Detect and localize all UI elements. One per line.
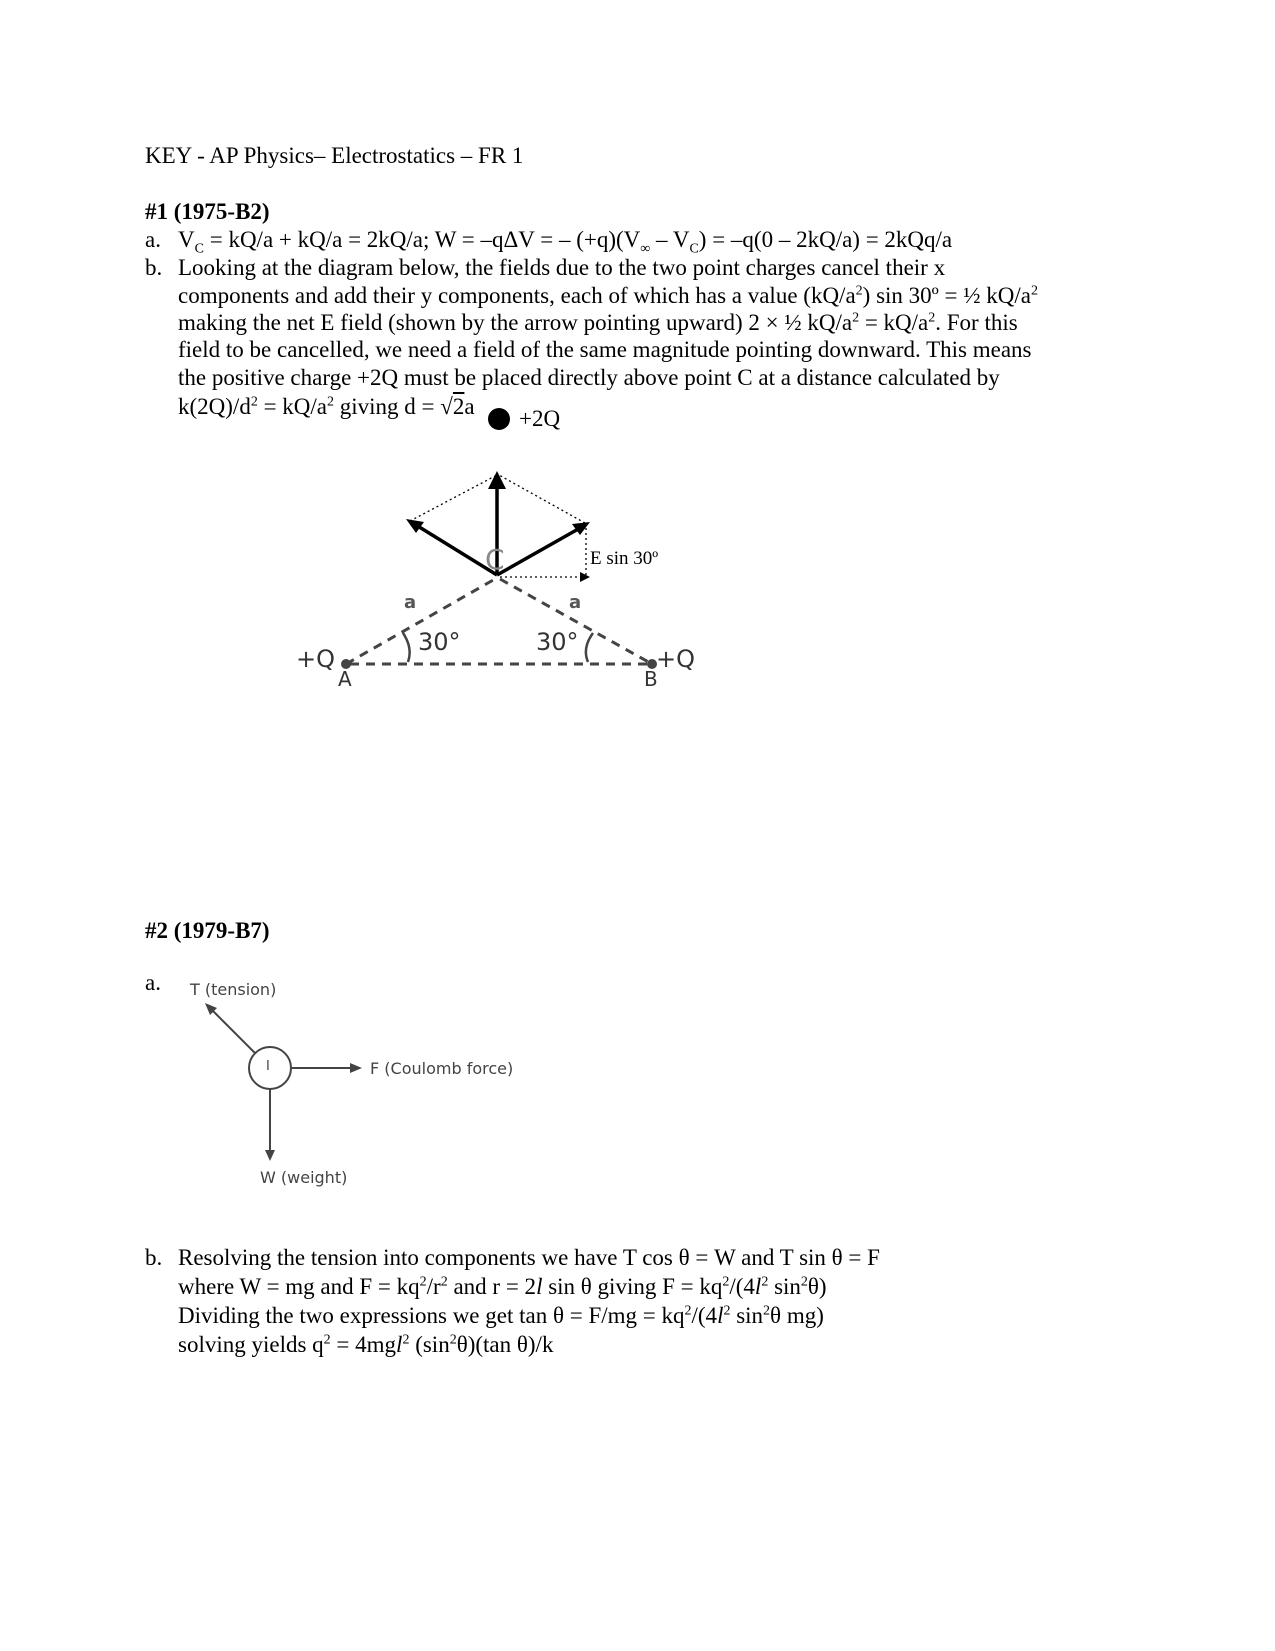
- sphere-label: I: [266, 1059, 270, 1074]
- sqrt-symbol: √: [440, 394, 453, 419]
- q2-part-b-line-3: Dividing the two expressions we get $\tan \theta = F/mg = kq^2/(4l^2$ $\sin^2\theta$ mg): [178, 1303, 824, 1328]
- angle-left-label: 30°: [418, 628, 461, 656]
- point-b-label: B: [644, 667, 658, 691]
- q1-part-a-marker: a.: [145, 227, 161, 252]
- document-title: KEY - AP Physics– Electrostatics – FR 1: [145, 143, 524, 168]
- point-c-label: C: [485, 543, 505, 576]
- charge-plus-2q-label: +2Q: [519, 406, 561, 431]
- question-2-heading: #2 (1979-B7): [145, 918, 270, 943]
- sqrt-argument: 2: [452, 394, 465, 419]
- tension-label: T (tension): [190, 980, 277, 999]
- coulomb-force-label: F (Coulomb force): [370, 1059, 514, 1078]
- force-lines: [210, 1008, 352, 1152]
- q2-part-b-line-1: Resolving the tension into components we have T cos θ = W and T sin θ = F: [178, 1245, 880, 1270]
- point-a-label: A: [338, 667, 352, 691]
- tension-line: [210, 1008, 255, 1053]
- charge-right-label: +Q: [656, 645, 695, 673]
- q1-part-b-marker: b.: [145, 255, 163, 280]
- q1-part-b-line-4: field to be cancelled, we need a field of the same magnitude pointing downward. This means: [178, 337, 1032, 362]
- q2-part-b-line-2: where W = mg and $F = kq^2/r^2$ and r = 2l sin θ giving $F = kq^2/(4l^2$ $\sin^2\theta$): [178, 1274, 827, 1299]
- q1-part-b-line-3: making the net E field (shown by the arrow pointing upward) 2 × ½ $kQ/a^2 = kQ/a^2$. For this: [178, 310, 1018, 335]
- q1-part-b-line-2: components and add their y components, each of which has a value $(kQ/a^2)$ sin 30º = ½ $kQ/a^2$: [178, 283, 1038, 308]
- weight-label: W (weight): [260, 1168, 348, 1187]
- coulomb-arrowhead: [350, 1063, 362, 1073]
- side-a-right-label: a: [569, 592, 582, 613]
- q1-part-b-line-1: Looking at the diagram below, the fields due to the two point charges cancel their x: [178, 255, 946, 280]
- q1-part-b-line-5: the positive charge +2Q must be placed directly above point C at a distance calculated by: [178, 365, 1000, 390]
- e-sin-30-label: E sin 30º: [590, 548, 659, 569]
- question-1-heading: #1 (1975-B2): [145, 199, 270, 224]
- q1-part-a-answer: $V_C = kQ/a + kQ/a = 2kQ/a$; W = –qΔV = – $(+q)(V_\infty - V_C) = -q(0 - 2kQ/a) = 2kQq/a$: [178, 227, 953, 257]
- charge-left-label: +Q: [296, 645, 335, 673]
- weight-arrowhead: [265, 1150, 275, 1161]
- q1-part-b-line-6: $k(2Q)/d^2 = kQ/a^2$ giving d = √2a: [178, 394, 475, 419]
- q2-part-a-marker: a.: [145, 970, 161, 995]
- side-a-left-label: a: [404, 592, 417, 613]
- charged-sphere: [249, 1047, 291, 1089]
- q2-part-b-marker: b.: [145, 1245, 163, 1270]
- angle-right-label: 30°: [536, 628, 579, 656]
- q2-part-b-line-4: solving yields $q^2 = 4mgl^2$ $(\sin^2\theta)(\tan$ θ)/k: [178, 1332, 554, 1357]
